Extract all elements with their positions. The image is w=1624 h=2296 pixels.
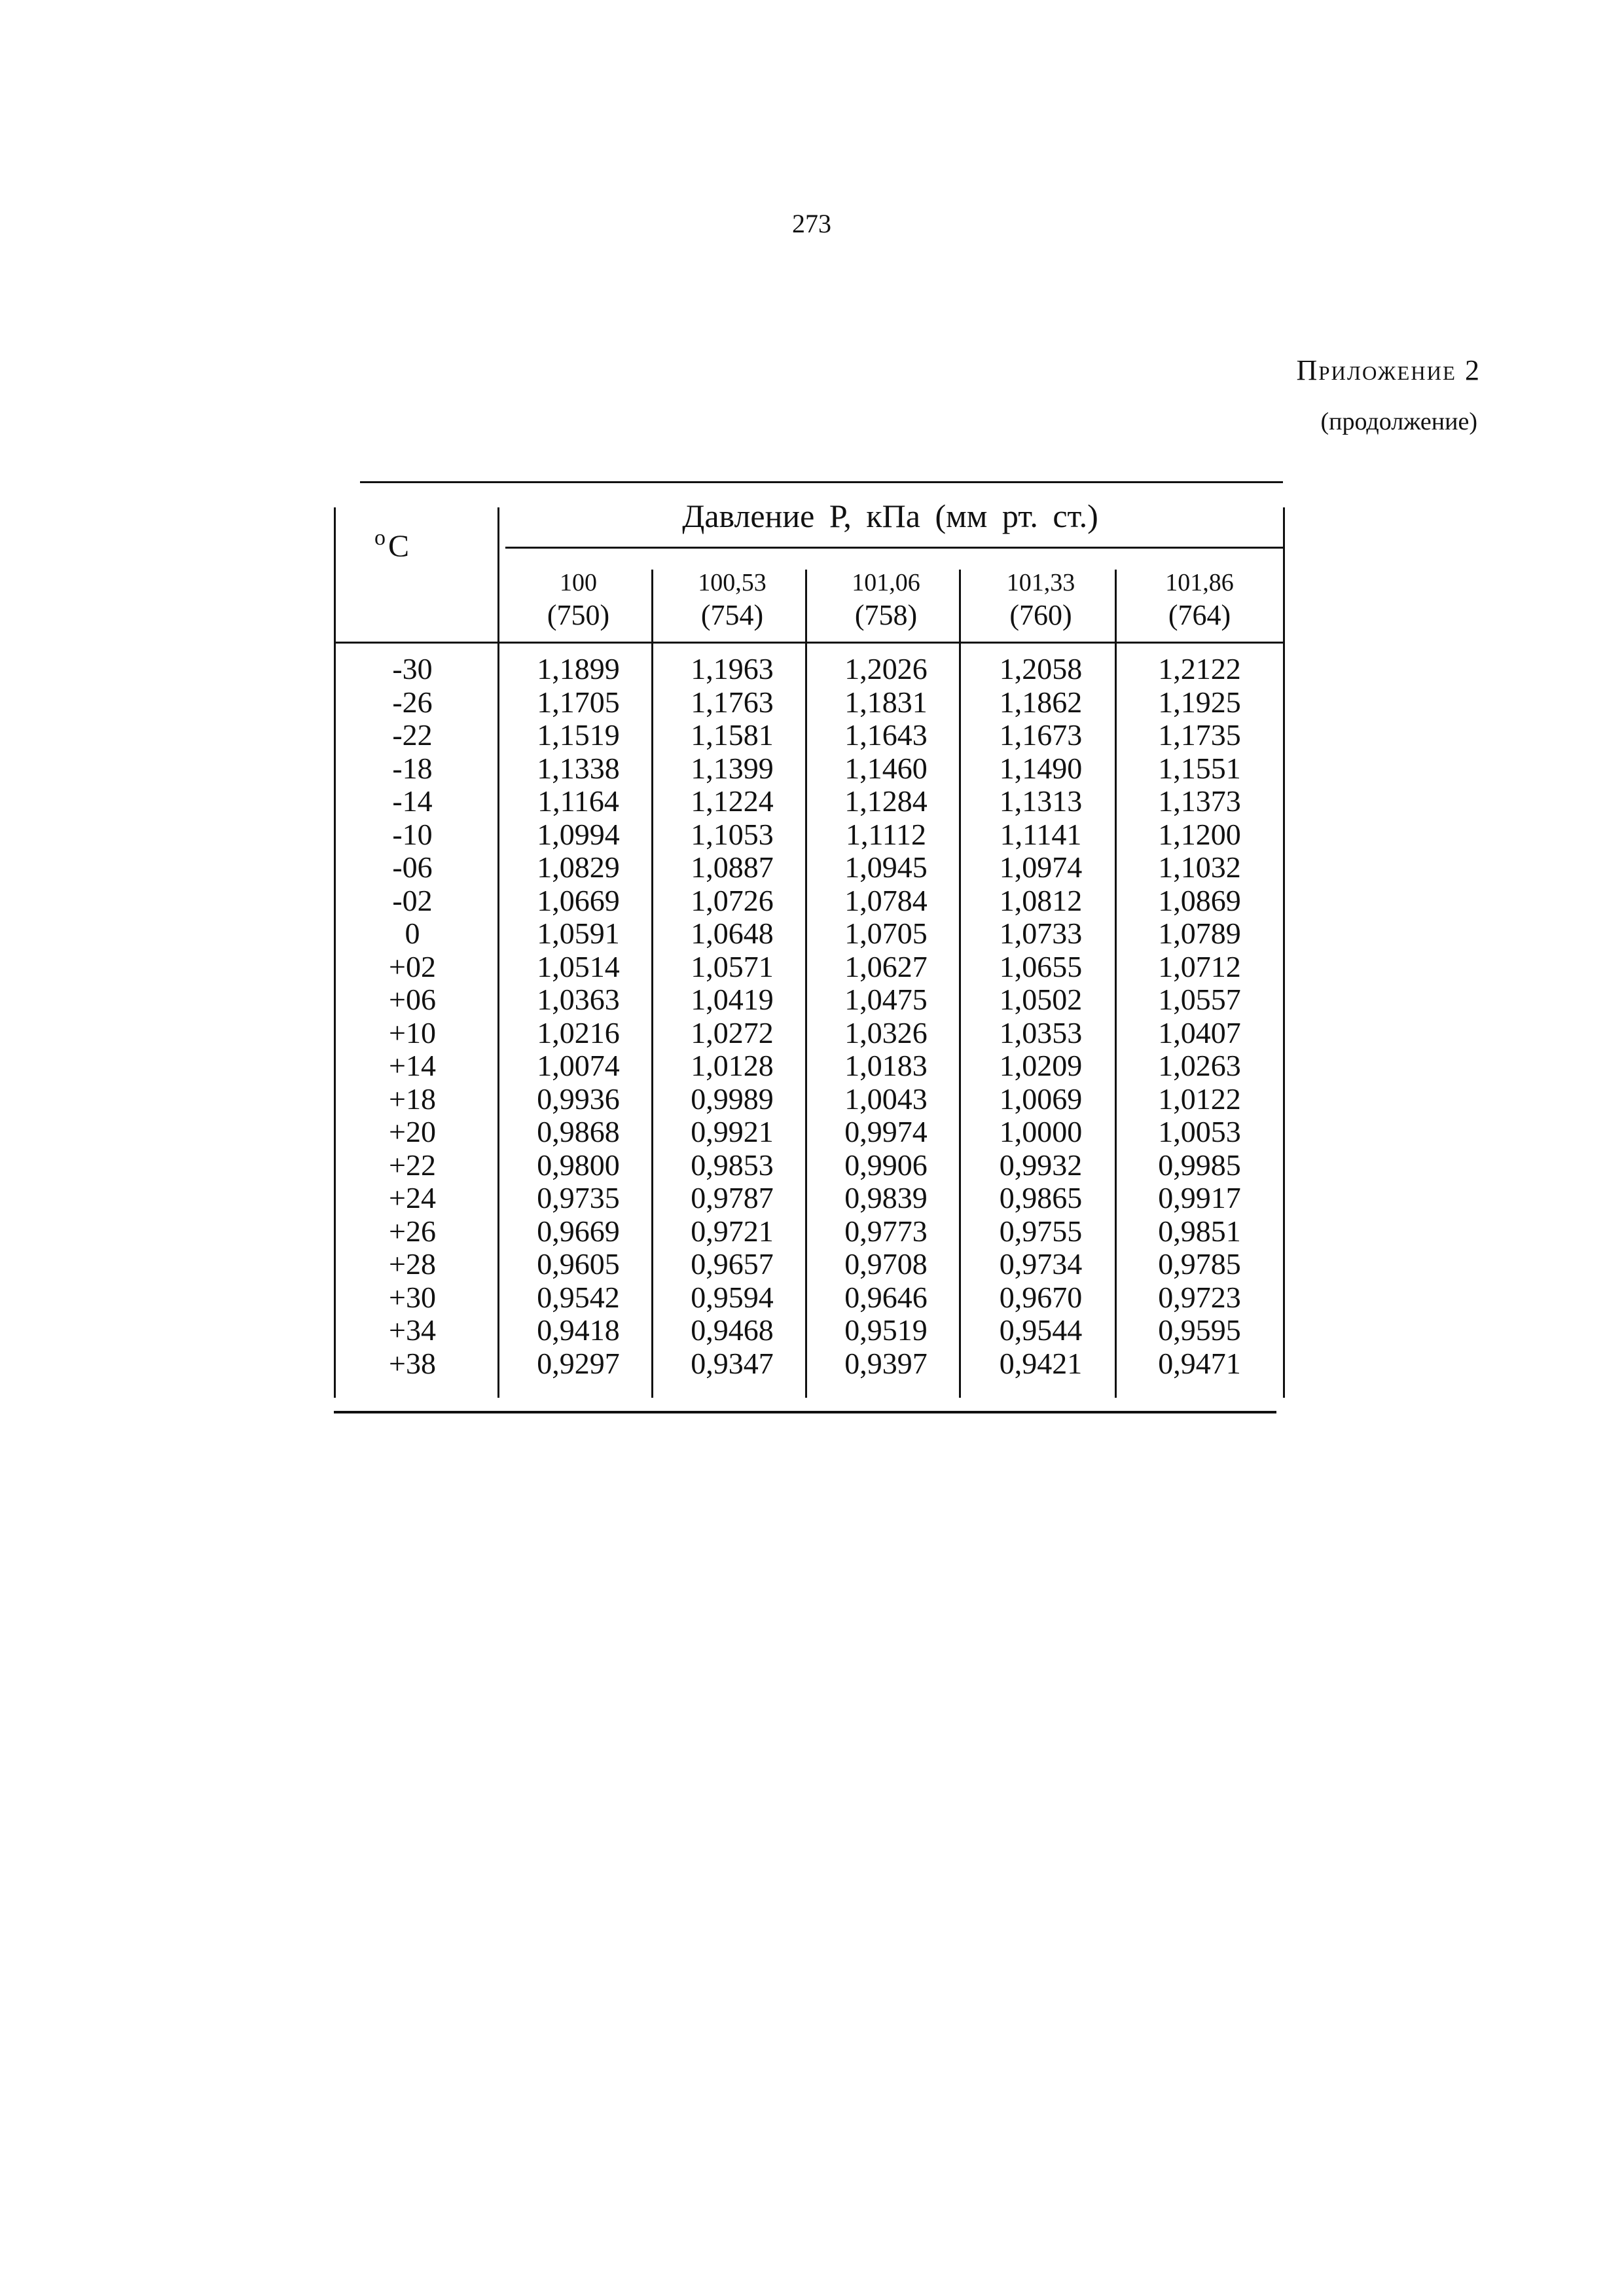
value-cell: 0,9936 [537,1082,620,1116]
temperature-cell: +28 [389,1247,436,1281]
value-cell: 1,1053 [691,817,774,851]
column-header: 101,06 (758) [852,569,920,631]
value-cell: 1,1032 [1158,850,1241,884]
column-header: 101,86 (764) [1165,569,1234,631]
values-column [659,653,805,1380]
temperature-cell: +38 [389,1346,436,1380]
value-cell: 0,9734 [999,1247,1083,1281]
value-cell: 1,0812 [999,883,1083,917]
value-cell: 0,9723 [1158,1280,1241,1314]
value-cell: 1,0053 [1158,1115,1241,1148]
value-cell: 1,0419 [691,983,774,1016]
value-cell: 1,1490 [999,751,1083,785]
temperature-cell: +18 [389,1082,436,1116]
value-cell: 0,9594 [691,1280,774,1314]
value-cell: 1,0945 [844,850,928,884]
value-cell: 1,0733 [999,917,1083,950]
value-cell: 1,1735 [1158,718,1241,752]
value-cell: 0,9605 [537,1247,620,1281]
value-cell: 1,1831 [844,685,928,719]
value-cell: 0,9917 [1158,1181,1241,1214]
value-cell: 1,0074 [537,1049,620,1082]
header-bottom-rule [334,642,1283,644]
temperature-cell: +30 [389,1280,436,1314]
value-cell: 1,0829 [537,850,620,884]
value-cell: 1,0353 [999,1015,1083,1049]
temperature-cell: +26 [389,1214,436,1248]
value-cell: 1,0655 [999,949,1083,983]
appendix-subtitle: (продолжение) [1320,408,1477,435]
value-cell: 1,1399 [691,751,774,785]
value-cell: 0,9974 [844,1115,928,1148]
value-cell: 0,9468 [691,1313,774,1347]
value-cell: 0,9471 [1158,1346,1241,1380]
value-cell: 1,0789 [1158,917,1241,950]
temperature-cell: -14 [392,784,433,818]
value-cell: 1,0183 [844,1049,928,1082]
value-cell: 1,0209 [999,1049,1083,1082]
column-header: 100 (750) [547,569,610,631]
value-cell: 1,1925 [1158,685,1241,719]
group-header-rule [505,547,1283,549]
value-cell: 1,0272 [691,1015,774,1049]
value-cell: 0,9519 [844,1313,928,1347]
temperature-cell: +34 [389,1313,436,1347]
value-cell: 0,9657 [691,1247,774,1281]
column-divider [497,507,499,1398]
value-cell: 0,9851 [1158,1214,1241,1248]
value-cell: 1,0128 [691,1049,774,1082]
value-cell: 0,9347 [691,1346,774,1380]
value-cell: 1,1460 [844,751,928,785]
value-cell: 0,9670 [999,1280,1083,1314]
pressure-group-header: Давление Р, кПа (мм рт. ст.) [682,498,1098,534]
value-cell: 1,0571 [691,949,774,983]
value-cell: 1,0669 [537,883,620,917]
value-cell: 1,1373 [1158,784,1241,818]
value-cell: 0,9865 [999,1181,1083,1214]
value-cell: 0,9542 [537,1280,620,1314]
value-cell: 1,0363 [537,983,620,1016]
value-cell: 1,0784 [844,883,928,917]
value-cell: 0,9646 [844,1280,928,1314]
value-cell: 1,1338 [537,751,620,785]
value-cell: 0,9985 [1158,1148,1241,1182]
value-cell: 1,1519 [537,718,620,752]
temperature-cell: +02 [389,949,436,983]
value-cell: 1,0627 [844,949,928,983]
value-cell: 0,9787 [691,1181,774,1214]
value-cell: 0,9421 [999,1346,1083,1380]
value-cell: 0,9397 [844,1346,928,1380]
value-cell: 0,9735 [537,1181,620,1214]
value-cell: 1,0557 [1158,983,1241,1016]
table-right-border [1283,507,1285,1398]
table-top-rule [360,481,1283,483]
value-cell: 1,0994 [537,817,620,851]
temperature-cell: -06 [392,850,433,884]
values-column [505,653,651,1380]
column-divider [651,570,653,1398]
value-cell: 1,1763 [691,685,774,719]
value-cell: 0,9868 [537,1115,620,1148]
temperature-cell: -22 [392,718,433,752]
value-cell: 0,9853 [691,1148,774,1182]
value-cell: 0,9669 [537,1214,620,1248]
temperature-cell: -30 [392,652,433,685]
value-cell: 1,2122 [1158,652,1241,685]
temperature-cell: -26 [392,685,433,719]
value-cell: 1,2058 [999,652,1083,685]
temperature-header: $^о$С [374,526,410,564]
temperature-cell: -10 [392,817,433,851]
value-cell: 1,0326 [844,1015,928,1049]
value-cell: 0,9839 [844,1181,928,1214]
column-header: 101,33 (760) [1006,569,1075,631]
value-cell: 0,9418 [537,1313,620,1347]
column-divider [959,570,961,1398]
value-cell: 0,9785 [1158,1247,1241,1281]
column-header: 100,53 (754) [698,569,767,631]
value-cell: 1,1224 [691,784,774,818]
value-cell: 1,1862 [999,685,1083,719]
value-cell: 1,1643 [844,718,928,752]
value-cell: 0,9932 [999,1148,1083,1182]
temperature-cell: -18 [392,751,433,785]
temperature-column [347,653,478,1380]
table-bottom-rule [334,1411,1276,1413]
value-cell: 1,0712 [1158,949,1241,983]
value-cell: 1,0648 [691,917,774,950]
temperature-cell: +20 [389,1115,436,1148]
value-cell: 0,9989 [691,1082,774,1116]
value-cell: 1,1284 [844,784,928,818]
value-cell: 0,9921 [691,1115,774,1148]
value-cell: 1,0502 [999,983,1083,1016]
value-cell: 1,1141 [1000,817,1082,851]
value-cell: 1,1963 [691,652,774,685]
value-cell: 1,0591 [537,917,620,950]
temperature-cell: +22 [389,1148,436,1182]
value-cell: 0,9297 [537,1346,620,1380]
value-cell: 1,0407 [1158,1015,1241,1049]
value-cell: 1,0263 [1158,1049,1241,1082]
value-cell: 1,0216 [537,1015,620,1049]
value-cell: 1,1164 [537,784,619,818]
column-divider [1115,570,1117,1398]
value-cell: 1,0043 [844,1082,928,1116]
value-cell: 0,9906 [844,1148,928,1182]
temperature-cell: -02 [392,883,433,917]
values-column [967,653,1115,1380]
value-cell: 0,9800 [537,1148,620,1182]
temperature-cell: +10 [389,1015,436,1049]
value-cell: 1,0869 [1158,883,1241,917]
value-cell: 1,0514 [537,949,620,983]
value-cell: 1,1673 [999,718,1083,752]
value-cell: 0,9544 [999,1313,1083,1347]
value-cell: 1,0974 [999,850,1083,884]
value-cell: 1,1551 [1158,751,1241,785]
value-cell: 1,0069 [999,1082,1083,1116]
value-cell: 1,1705 [537,685,620,719]
value-cell: 1,0726 [691,883,774,917]
column-divider [805,570,807,1398]
value-cell: 1,1899 [537,652,620,685]
values-column [1123,653,1276,1380]
value-cell: 1,0000 [999,1115,1083,1148]
temperature-cell: 0 [405,917,420,950]
value-cell: 0,9721 [691,1214,774,1248]
value-cell: 0,9773 [844,1214,928,1248]
value-cell: 1,0475 [844,983,928,1016]
value-cell: 0,9755 [999,1214,1083,1248]
value-cell: 0,9708 [844,1247,928,1281]
value-cell: 1,0887 [691,850,774,884]
value-cell: 1,1581 [691,718,774,752]
temperature-cell: +24 [389,1181,436,1214]
value-cell: 1,2026 [844,652,928,685]
value-cell: 1,0122 [1158,1082,1241,1116]
value-cell: 1,0705 [844,917,928,950]
values-column [813,653,959,1380]
value-cell: 0,9595 [1158,1313,1241,1347]
appendix-title: Приложение 2 [1296,354,1481,386]
table-left-border [334,507,336,1398]
temperature-cell: +06 [389,983,436,1016]
value-cell: 1,1313 [999,784,1083,818]
value-cell: 1,1200 [1158,817,1241,851]
value-cell: 1,1112 [845,817,927,851]
temperature-cell: +14 [389,1049,436,1082]
page-number: 273 [792,209,831,238]
